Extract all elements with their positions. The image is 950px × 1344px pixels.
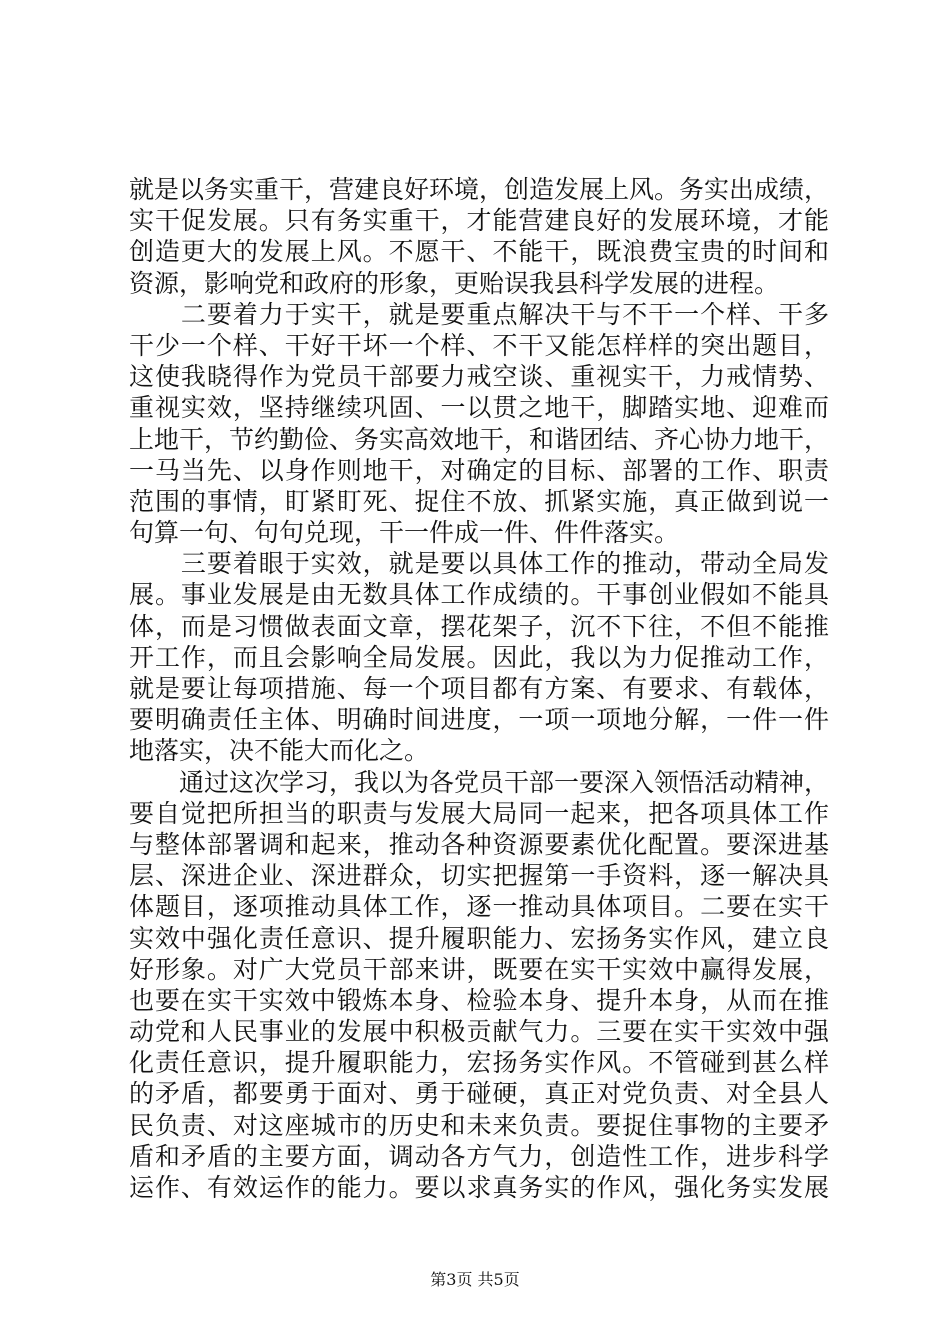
text-line: 体，而是习惯做表面文章，摆花架子，沉不下往，不但不能推: [129, 611, 829, 641]
text-line: 的矛盾，都要勇于面对、勇于碰硬，真正对党负责、对全县人: [129, 1079, 829, 1109]
text-line: 化责任意识，提升履职能力，宏扬务实作风。不管碰到甚么样: [129, 1048, 829, 1078]
text-line: 句算一句、句句兑现，干一件成一件、件件落实。: [129, 518, 680, 548]
text-line: 要自觉把所担当的职责与发展大局同一起来，把各项具体工作: [129, 798, 829, 828]
document-body: [129, 174, 829, 1203]
page-footer: 第3页 共5页: [430, 1270, 520, 1289]
text-line: 干少一个样、干好干坏一个样、不干又能怎样样的突出题目，: [129, 330, 829, 360]
text-line: 盾和矛盾的主要方面，调动各方气力，创造性工作，进步科学: [129, 1141, 829, 1171]
text-line: 实效中强化责任意识、提升履职能力、宏扬务实作风，建立良: [129, 923, 829, 953]
text-line: 民负责、对这座城市的历史和未来负责。要捉住事物的主要矛: [129, 1110, 829, 1140]
text-line: 好形象。对广大党员干部来讲，既要在实干实效中赢得发展，: [129, 954, 829, 984]
text-line: 上地干，节约勤俭、务实高效地干，和谐团结、齐心协力地干，: [129, 424, 830, 454]
text-line: 三要着眼于实效，就是要以具体工作的推动，带动全局发: [129, 549, 829, 579]
text-line: 体题目，逐项推动具体工作，逐一推动具体项目。二要在实干: [129, 892, 829, 922]
text-line: 动党和人民事业的发展中积极贡献气力。三要在实干实效中强: [129, 1017, 829, 1047]
text-line: 展。事业发展是由无数具体工作成绩的。干事创业假如不能具: [129, 580, 829, 610]
text-line: 就是以务实重干，营建良好环境，创造发展上风。务实出成绩，: [129, 175, 830, 204]
text-line: 创造更大的发展上风。不愿干、不能干，既浪费宝贵的时间和: [129, 237, 829, 267]
text-line: 范围的事情，盯紧盯死、捉住不放、抓紧实施，真正做到说一: [129, 486, 829, 516]
text-line: 二要着力于实干，就是要重点解决干与不干一个样、干多: [129, 299, 829, 329]
text-line: 运作、有效运作的能力。要以求真务实的作风，强化务实发展: [129, 1173, 829, 1202]
text-line: 一马当先、以身作则地干，对确定的目标、部署的工作、职责: [129, 455, 829, 485]
text-line: 就是要让每项措施、每一个项目都有方案、有要求、有载体，: [129, 674, 829, 703]
text-line: 资源，影响党和政府的形象，更贻误我县科学发展的进程。: [129, 268, 780, 298]
text-line: 与整体部署调和起来，推动各种资源要素优化配置。要深进基: [129, 829, 829, 859]
text-line: 这使我晓得作为党员干部要力戒空谈、重视实干，力戒情势、: [129, 362, 829, 392]
text-line: 要明确责任主体、明确时间进度，一项一项地分解，一件一件: [129, 705, 829, 735]
text-line: 实干促发展。只有务实重干，才能营建良好的发展环境，才能: [129, 206, 829, 236]
text-line: 通过这次学习，我以为各党员干部一要深入领悟活动精神，: [129, 767, 830, 797]
text-line: 开工作，而且会影响全局发展。因此，我以为力促推动工作，: [129, 642, 829, 672]
text-line: 重视实效，坚持继续巩固、一以贯之地干，脚踏实地、迎难而: [129, 393, 829, 423]
text-line: 也要在实干实效中锻炼本身、检验本身、提升本身，从而在推: [129, 985, 829, 1015]
text-line: 地落实，决不能大而化之。: [129, 736, 430, 766]
text-line: 层、深进企业、深进群众，切实把握第一手资料，逐一解决具: [129, 861, 829, 891]
